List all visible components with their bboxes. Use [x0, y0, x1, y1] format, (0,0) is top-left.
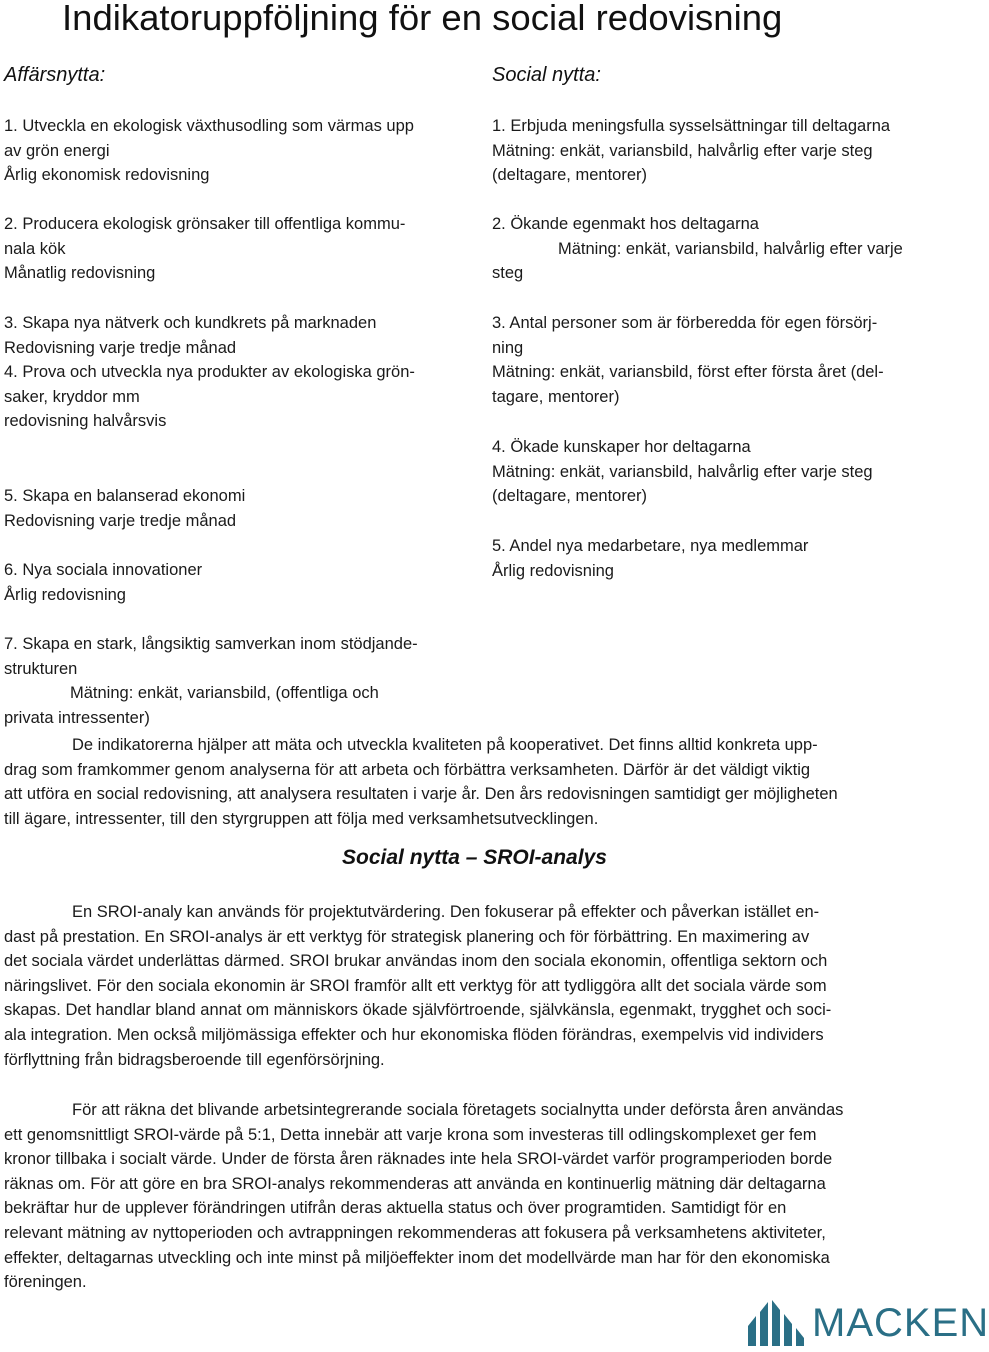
right-item-3 [492, 311, 884, 409]
macken-logo [746, 1296, 989, 1348]
sroi-p1-line-4: näringslivet. För den sociala ekonomin är SROI framför allt ett verktyg för att tydliggöra allt det sociala värde som [4, 976, 827, 995]
right-item-4-line-3: (deltagare, mentorer) [492, 487, 647, 506]
sroi-p2-line-1: För att räkna det blivande arbetsintegrerande sociala företagets socialnytta under deförsta åren användas [72, 1101, 844, 1119]
summary-line-4: till ägare, intressenter, till den styrgruppen att följa med verksamhetsutvecklingen. [4, 809, 599, 828]
sroi-p1-line-2: dast på prestation. En SROI-analys är ett verktyg för strategisk planering och för förbättring. En maximering av [4, 927, 810, 946]
right-item-5-line-2: Årlig redovisning [492, 561, 614, 580]
sroi-p1-line-1: En SROI-analy kan används för projektutvärdering. Den fokuserar på effekter och påverkan istället en- [72, 903, 820, 921]
page-title: Indikatoruppföljning för en social redovisning [62, 0, 783, 38]
sroi-p1-line-3: det sociala värdet underlättas därmed. SROI brukar användas inom den sociala ekonomin, offentliga sektorn och [4, 952, 828, 971]
left-item-6-line-2: Årlig redovisning [4, 585, 126, 604]
left-item-4-line-3: redovisning halvårsvis [4, 412, 167, 431]
left-item-3-line-1: 3. Skapa nya nätverk och kundkrets på marknaden [4, 314, 377, 332]
left-item-2 [4, 212, 405, 286]
right-item-2-line-1: 2. Ökande egenmakt hos deltagarna [492, 215, 759, 233]
left-item-7-line-4: privata intressenter) [4, 708, 150, 727]
sroi-paragraph-2 [4, 1098, 843, 1295]
summary-paragraph [4, 733, 838, 831]
right-item-3-line-3: Mätning: enkät, variansbild, först efter första året (del- [492, 363, 884, 382]
right-item-3-line-1: 3. Antal personer som är förberedda för egen försörj- [492, 314, 878, 332]
macken-logo-text: MACKEN [812, 1301, 989, 1345]
left-item-4-line-1: 4. Prova och utveckla nya produkter av ekologiska grön- [4, 363, 415, 381]
sroi-p2-line-8: föreningen. [4, 1273, 87, 1292]
right-item-2-line-3: steg [492, 264, 524, 283]
sroi-p2-line-2: ett genomsnittligt SROI-värde på 5:1, Detta innebär att varje krona som investeras till odlingskomplexet ger fem [4, 1125, 817, 1144]
summary-line-1: De indikatorerna hjälper att mäta och utveckla kvaliteten på kooperativet. Det finns alltid konkreta upp- [72, 736, 818, 754]
left-item-6-line-1: 6. Nya sociala innovationer [4, 561, 203, 579]
summary-line-2: drag som framkommer genom analyserna för att arbeta och förbättra verksamheten. Därför är det väldigt viktig [4, 760, 811, 779]
right-item-5 [492, 534, 808, 583]
left-item-5-line-1: 5. Skapa en balanserad ekonomi [4, 487, 246, 505]
macken-logo-mark-icon [746, 1296, 810, 1348]
left-item-1-line-2: av grön energi [4, 141, 110, 160]
summary-line-3: att utföra en social redovisning, att analysera resultaten i varje år. Den års redovisningen samtidigt ger möjligheten [4, 785, 838, 804]
sroi-p2-line-3: kronor tillbaka i socialt värde. Under de första åren räknades inte hela SROI-värdet varför programperioden borde [4, 1150, 833, 1169]
sroi-paragraph-1 [4, 900, 831, 1072]
sroi-p2-line-4: räknas om. För att göre en bra SROI-analys rekommenderas att använda en kontinuerlig mätning där deltagarna [4, 1174, 826, 1193]
left-item-3-line-2: Redovisning varje tredje månad [4, 338, 237, 357]
right-item-1-line-2: Mätning: enkät, variansbild, halvårlig efter varje steg [492, 141, 873, 160]
left-item-6 [4, 558, 202, 607]
right-item-1-line-3: (deltagare, mentorer) [492, 166, 647, 185]
sroi-p2-line-7: effekter, deltagarnas utveckling och inte minst på miljöeffekter inom det modellvärde man har för den ekonomiska [4, 1248, 830, 1267]
left-item-4 [4, 360, 415, 434]
left-item-7 [4, 632, 418, 730]
sroi-heading: Social nytta – SROI-analys [342, 846, 607, 869]
sroi-p1-line-5: skapas. Det handlar bland annat om människors ökade självförtroende, självkänsla, egenmakt, trygghet och soci- [4, 1001, 832, 1020]
right-item-4 [492, 435, 873, 509]
left-item-4-line-2: saker, kryddor mm [4, 387, 140, 406]
left-item-2-line-2: nala kök [4, 239, 66, 258]
left-item-2-line-3: Månatlig redovisning [4, 264, 156, 283]
left-item-7-line-1: 7. Skapa en stark, långsiktig samverkan inom stödjande- [4, 635, 418, 653]
left-item-7-line-3: Mätning: enkät, variansbild, (offentliga och [70, 684, 379, 703]
left-item-5 [4, 484, 245, 533]
right-item-2-line-2: Mätning: enkät, variansbild, halvårlig efter varje [558, 239, 903, 258]
left-item-1 [4, 114, 414, 188]
right-item-2 [492, 212, 903, 286]
sroi-p2-line-5: bekräftar hur de upplever förändringen utifrån deras aktuella status och över programtiden. Samtidigt för en [4, 1199, 787, 1218]
sroi-p1-line-6: ala integration. Men också miljömässiga effekter och hur ekonomiska flöden förändras, exempelvis vid individers [4, 1025, 824, 1044]
right-item-1 [492, 114, 890, 188]
sroi-p2-line-6: relevant mätning av nyttoperioden och avtrappningen rekommenderas att fokusera på verksamhetens aktiviteter, [4, 1223, 826, 1242]
left-item-1-line-1: 1. Utveckla en ekologisk växthusodling som värmas upp [4, 117, 414, 135]
right-item-3-line-2: ning [492, 338, 524, 357]
sroi-p1-line-7: förflyttning från bidragsberoende till egenförsörjning. [4, 1050, 385, 1069]
right-item-4-line-2: Mätning: enkät, variansbild, halvårlig efter varje steg [492, 462, 873, 481]
left-item-5-line-2: Redovisning varje tredje månad [4, 511, 237, 530]
left-column-heading: Affärsnytta: [4, 64, 106, 86]
right-item-5-line-1: 5. Andel nya medarbetare, nya medlemmar [492, 537, 809, 555]
left-item-2-line-1: 2. Producera ekologisk grönsaker till offentliga kommu- [4, 215, 406, 233]
left-item-3 [4, 311, 376, 360]
right-item-3-line-4: tagare, mentorer) [492, 387, 620, 406]
right-item-1-line-1: 1. Erbjuda meningsfulla sysselsättningar till deltagarna [492, 117, 891, 135]
right-item-4-line-1: 4. Ökade kunskaper hor deltagarna [492, 438, 751, 456]
left-item-7-line-2: strukturen [4, 659, 78, 678]
right-column-heading: Social nytta: [492, 64, 601, 86]
left-item-1-line-3: Årlig ekonomisk redovisning [4, 166, 210, 185]
